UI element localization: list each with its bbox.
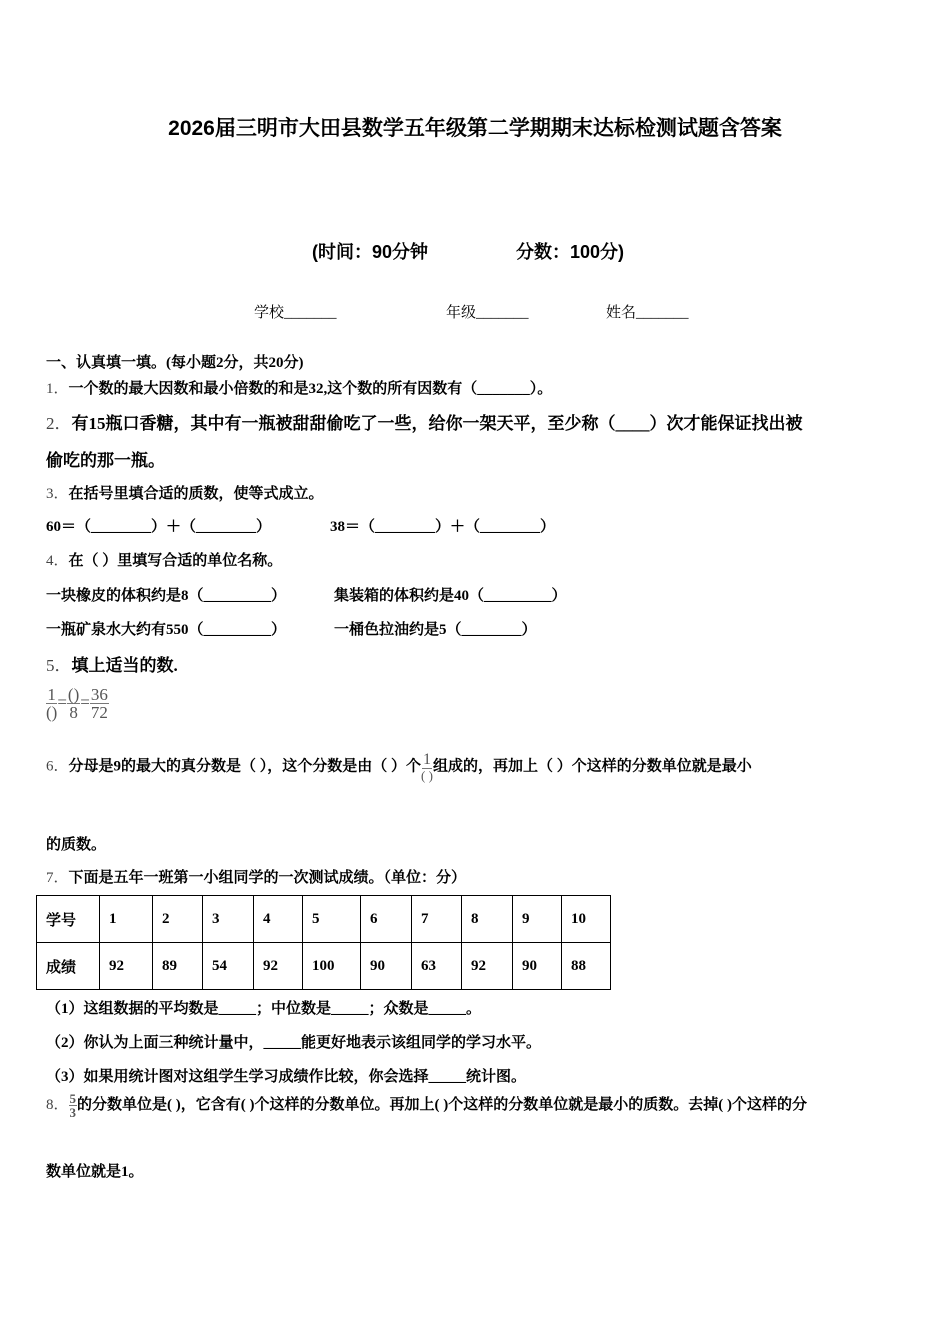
table-cell: 4 — [254, 896, 303, 943]
question-6-cont: 的质数。 — [46, 837, 107, 853]
equation-38: 38＝（________）＋（________） — [330, 519, 556, 535]
score-info: 分数：100分) — [516, 242, 625, 262]
table-cell: 54 — [203, 943, 254, 990]
q7-sub1: （1）这组数据的平均数是_____；中位数是_____；众数是_____。 — [46, 1001, 482, 1017]
table-cell: 89 — [153, 943, 203, 990]
table-cell: 3 — [203, 896, 254, 943]
table-cell: 88 — [562, 943, 611, 990]
table-row — [37, 896, 611, 943]
fraction: $\frac{1}{()}$ — [46, 685, 58, 722]
page-title: 2026届三明市大田县数学五年级第二学期期末达标检测试题含答案 — [168, 117, 782, 140]
score-table — [36, 895, 611, 990]
question-1: 1．一个数的最大因数和最小倍数的和是32,这个数的所有因数有（_______）。 — [46, 381, 553, 397]
name-field: 姓名_______ — [606, 305, 689, 321]
table-cell: 2 — [153, 896, 203, 943]
question-6: 6．分母是9的最大的真分数是（ ），这个分数是由（ ）个 $\frac{1}{( )}$ 组成的，再加上（ ）个这样的分数单位就是最小 — [46, 751, 752, 783]
question-5: 5．填上适当的数. — [46, 656, 178, 675]
table-cell: 6 — [361, 896, 412, 943]
table-cell: 92 — [100, 943, 153, 990]
table-cell: 92 — [462, 943, 513, 990]
section-heading: 一、认真填一填。(每小题2分，共20分) — [46, 355, 304, 371]
table-cell: 8 — [462, 896, 513, 943]
table-cell: 10 — [562, 896, 611, 943]
table-cell: 63 — [412, 943, 462, 990]
table-cell: 100 — [303, 943, 361, 990]
q4-oil: 一桶色拉油约是5（________） — [334, 622, 537, 638]
equation-60: 60＝（________）＋（________） — [46, 519, 272, 535]
grade-field: 年级_______ — [446, 305, 529, 321]
school-field: 学校_______ — [254, 305, 337, 321]
question-4: 4．在（ ）里填写合适的单位名称。 — [46, 553, 283, 569]
table-cell: 9 — [513, 896, 562, 943]
table-cell: 7 — [412, 896, 462, 943]
question-2-cont: 偷吃的那一瓶。 — [46, 451, 165, 470]
table-row — [37, 943, 611, 990]
table-cell: 5 — [303, 896, 361, 943]
table-cell: 90 — [361, 943, 412, 990]
question-8: 8． $\frac{5}{3}$ 的分数单位是( )，它含有( )个这样的分数单位。再加上( )个这样的分数单位就是最小的质数。去掉( )个这样的分 — [46, 1091, 807, 1120]
q7-sub3: （3）如果用统计图对这组学生学习成绩作比较，你会选择_____统计图。 — [46, 1069, 527, 1085]
fraction: $\frac{36}{72}$ — [90, 685, 108, 722]
question-8-cont: 数单位就是1。 — [46, 1164, 144, 1180]
q4-container: 集装箱的体积约是40（_________） — [334, 588, 567, 604]
table-cell: 90 — [513, 943, 562, 990]
fraction: $\frac{()}{8}$ — [67, 685, 80, 722]
table-cell: 成绩 — [37, 943, 100, 990]
table-cell: 1 — [100, 896, 153, 943]
q4-eraser: 一块橡皮的体积约是8（_________） — [46, 588, 287, 604]
time-info: (时间：90分钟 — [312, 242, 429, 262]
question-3: 3．在括号里填合适的质数，使等式成立。 — [46, 486, 324, 502]
question-2: 2．有15瓶口香糖，其中有一瓶被甜甜偷吃了一些，给你一架天平，至少称（____）次才能保证找出被 — [46, 414, 803, 433]
table-cell: 学号 — [37, 896, 100, 943]
q7-sub2: （2）你认为上面三种统计量中，_____能更好地表示该组同学的学习水平。 — [46, 1035, 542, 1051]
q5-fractions: $\frac{1}{()}$ = $\frac{()}{8}$ = $\frac{36}{72}$ — [46, 685, 108, 722]
table-cell: 92 — [254, 943, 303, 990]
question-7: 7．下面是五年一班第一小组同学的一次测试成绩。（单位：分） — [46, 870, 467, 886]
q4-water: 一瓶矿泉水大约有550（_________） — [46, 622, 287, 638]
